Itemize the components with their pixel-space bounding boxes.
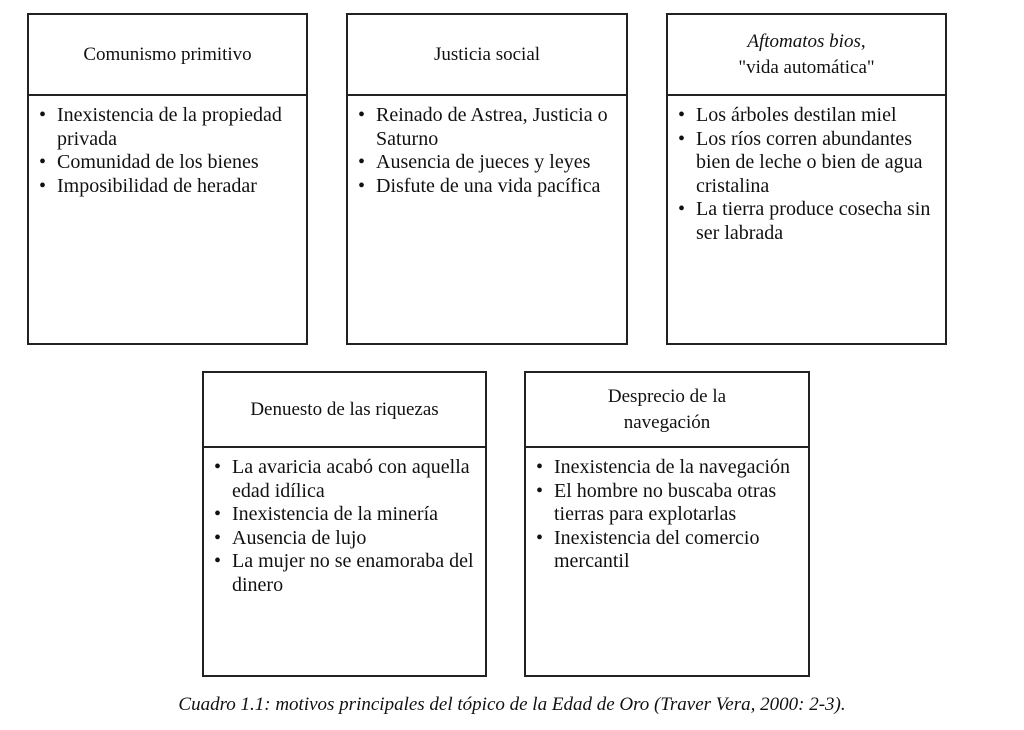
box-title-text: Comunismo primitivo (83, 43, 252, 65)
item-list (39, 104, 300, 198)
list-item: • Ausencia de lujo (214, 526, 367, 549)
list-item: • Inexistencia de la propiedad privada (39, 104, 282, 150)
box-body (348, 96, 626, 343)
box-body (526, 448, 808, 675)
list-item: • Comunidad de los bienes (39, 151, 259, 173)
item-list (678, 104, 939, 245)
box-title-text: Justicia social (433, 43, 541, 65)
box-title-line-2: "vida automática" (738, 56, 875, 78)
list-item: • Inexistencia de la minería (214, 503, 439, 525)
box-title-line-1: Aftomatos bios, (747, 30, 866, 52)
bullet-icon: • (536, 479, 544, 502)
bullet-icon: • (214, 526, 222, 549)
list-item: • La mujer no se enamoraba del dinero (214, 550, 474, 596)
box-justicia-social (346, 13, 628, 345)
list-item: • Disfute de una vida pacífica (358, 174, 601, 197)
bullet-icon: • (678, 127, 686, 150)
bullet-icon: • (214, 456, 222, 478)
item-list (214, 456, 479, 597)
list-item: • Inexistencia del comercio mercantil (536, 526, 760, 572)
list-item: • Inexistencia de la navegación (536, 456, 790, 478)
bullet-icon: • (39, 151, 47, 173)
list-item: • Ausencia de jueces y leyes (358, 151, 591, 173)
bullet-icon: • (358, 151, 366, 173)
box-denuesto-riquezas (202, 371, 487, 677)
box-body (668, 96, 945, 343)
box-title (204, 373, 485, 448)
bullet-icon: • (536, 526, 544, 549)
bullet-icon: • (358, 104, 366, 126)
bullet-icon: • (39, 174, 47, 197)
box-title (348, 15, 626, 96)
list-item: • El hombre no buscaba otras tierras para explotarlas (536, 479, 777, 525)
item-list (536, 456, 802, 574)
bullet-icon: • (678, 198, 686, 220)
box-title-text: Denuesto de las riquezas (250, 398, 439, 420)
bullet-icon: • (39, 104, 47, 126)
box-body (204, 448, 485, 675)
list-item: • La avaricia acabó con aquella edad idílica (214, 456, 470, 502)
bullet-icon: • (214, 550, 222, 572)
box-body (29, 96, 306, 343)
figure-caption: Cuadro 1.1: motivos principales del tópico de la Edad de Oro (Traver Vera, 2000: 2-3). (178, 694, 846, 715)
list-item: • Imposibilidad de heradar (39, 174, 257, 197)
bullet-icon: • (358, 174, 366, 197)
box-title (29, 15, 306, 96)
box-aftomatos-bios (666, 13, 947, 345)
box-desprecio-navegacion (524, 371, 810, 677)
box-comunismo-primitivo (27, 13, 308, 345)
bullet-icon: • (678, 104, 686, 126)
item-list (358, 104, 620, 198)
bullet-icon: • (536, 456, 544, 478)
box-title-text: Desprecio de la navegación (607, 385, 727, 433)
list-item: • Reinado de Astrea, Justicia o Saturno (358, 104, 608, 150)
box-title (526, 373, 808, 448)
bullet-icon: • (214, 503, 222, 525)
list-item: • Los árboles destilan miel (678, 104, 897, 126)
list-item: • La tierra produce cosecha sin ser labrada (678, 198, 931, 244)
list-item: • Los ríos corren abundantes bien de leche o bien de agua cristalina (678, 127, 923, 197)
box-title (668, 15, 945, 96)
